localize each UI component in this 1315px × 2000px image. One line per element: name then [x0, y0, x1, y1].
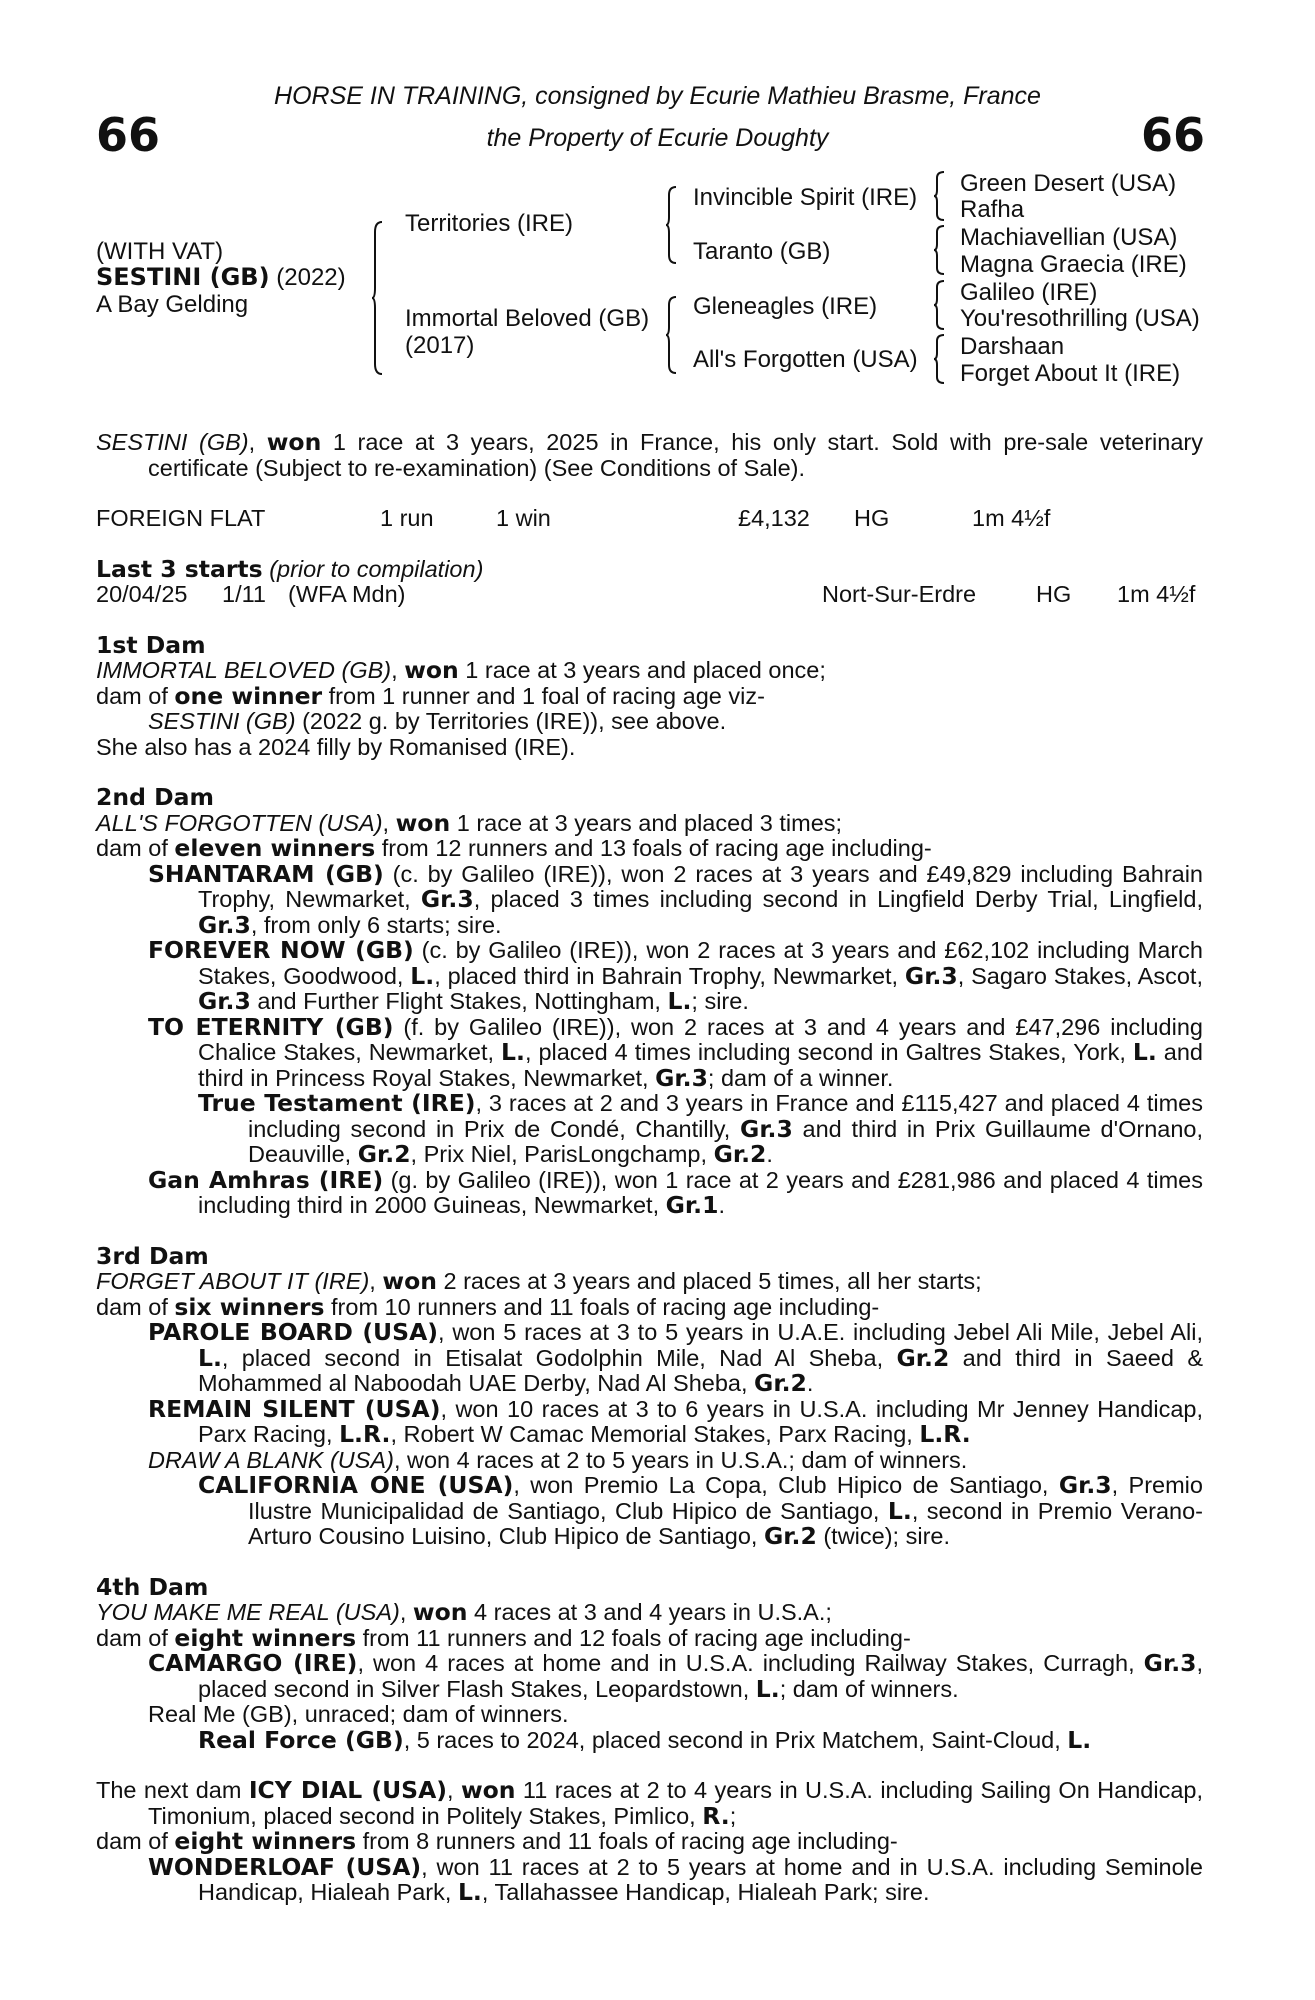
race-grade: Gr.2 [896, 1343, 950, 1372]
progeny-text: , Sagaro Stakes, Ascot, [957, 962, 1203, 989]
progeny-text: and third in Princess Royal Stakes, Newmarket, [198, 1039, 1203, 1091]
last-starts-note: (prior to compilation) [269, 555, 484, 582]
race-grade: Gr.3 [740, 1114, 793, 1143]
progeny-forever-now [96, 938, 1203, 1015]
dam1-progeny-text: (2022 g. by Territories (IRE)), see above. [295, 708, 727, 734]
dam4-runners: from 11 runners and 12 foals of racing age including- [356, 1624, 911, 1651]
progeny-text: , Prix Niel, ParisLongchamp, [410, 1141, 714, 1167]
progeny-true-testament [96, 1091, 1203, 1168]
dam3-dam-of: dam of [96, 1293, 175, 1320]
progeny-text: , placed 3 times including second in Lingfield Derby Trial, Lingfield, [473, 886, 1203, 912]
race-grade: Gr.2 [764, 1522, 817, 1550]
progeny-california-one [96, 1473, 1203, 1550]
dam1-sep: , [391, 657, 405, 683]
vat-label: (WITH VAT) [96, 238, 224, 265]
race-grade: L.R. [339, 1420, 391, 1448]
race-grade: L. [887, 1496, 912, 1525]
catalogue-body [96, 430, 1203, 1906]
record-row [96, 506, 1203, 532]
progeny-text: ; dam of a winner. [707, 1064, 894, 1091]
horse-description: A Bay Gelding [96, 291, 249, 318]
dam4-sep: , [399, 1599, 413, 1625]
intro-paragraph: SESTINI (GB), won 1 race at 3 years, 2025 in France, his only start. Sold with pre-sale veterinary certificate (Subject to re-examination) (See Conditions of Sale). [96, 428, 1203, 481]
progeny-draw-a-blank [96, 1448, 1203, 1474]
progeny-text: and third in Saeed & Mohammed al Naboodah UAE Derby, Nad Al Sheba, [198, 1344, 1203, 1396]
race-grade: L.R. [919, 1420, 971, 1448]
dam2-runners: from 12 runners and 13 foals of racing age including- [375, 835, 932, 861]
progeny-real-force [96, 1725, 1203, 1754]
pedigree-sire-dam: Taranto (GB) [693, 238, 831, 265]
next-dam-sep: , [447, 1777, 461, 1803]
progeny-text: , second in Premio Verano- Arturo Cousino Luisino, Club Hipico de Santiago, [248, 1497, 1203, 1549]
dam4-name: YOU MAKE ME REAL (USA) [96, 1599, 400, 1625]
progeny-name: WONDERLOAF (USA) [148, 1852, 422, 1881]
progeny-text: , won 4 races at 2 to 5 years in U.S.A.; dam of winners. [393, 1446, 968, 1473]
next-dam-text: 11 races at 2 to 4 years in U.S.A. including Sailing On Handicap, Timonium, placed second in Politely Stakes, Pimlico, [148, 1777, 1203, 1829]
race-grade: Gr.2 [357, 1140, 411, 1168]
dam3-line2 [96, 1292, 1203, 1321]
next-dam-runners: from 8 runners and 11 foals of racing age including- [356, 1828, 898, 1854]
race-grade: L. [198, 1343, 222, 1372]
dam3-line1 [96, 1269, 1203, 1295]
record-distance: 1m 4½f [972, 505, 1051, 531]
intro-horse-name: SESTINI (GB) [96, 429, 249, 455]
progeny-name: Gan Amhras (IRE) [148, 1165, 384, 1194]
progeny-gan-amhras [96, 1165, 1203, 1219]
record-earnings: £4,132 [738, 505, 810, 531]
race-grade: Gr.3 [198, 987, 251, 1015]
progeny-text: , placed second in Silver Flash Stakes, Leopardstown, [198, 1650, 1204, 1702]
progeny-text: , placed 4 times including second in Galtres Stakes, York, [524, 1039, 1133, 1065]
dam1-winners: one winner [174, 681, 323, 710]
race-grade: L. [667, 987, 692, 1015]
progeny-to-eternity [96, 1012, 1203, 1092]
dam3-winners: six winners [174, 1292, 325, 1321]
intro-text: 1 race at 3 years, 2025 in France, his only start. Sold with pre-sale veterinary certificate (Subject to re-examination) (See Conditions of Sale). [148, 429, 1203, 481]
next-dam-line2 [96, 1829, 1203, 1855]
dam1-line4: She also has a 2024 filly by Romanised (IRE). [96, 733, 576, 760]
pedigree-g7: Darshaan [960, 333, 1065, 360]
progeny-text: , won 11 races at 2 to 5 years at home and in U.S.A. including Seminole Handicap, Hialeah Park, [198, 1853, 1203, 1905]
bracket-g3 [934, 281, 946, 329]
horse-title [96, 264, 346, 291]
race-grade: Gr.1 [665, 1191, 719, 1219]
dam3-won: won [382, 1267, 437, 1295]
progeny-name: SHANTARAM (GB) [148, 859, 384, 888]
progeny-text: , won 4 races at home and in U.S.A. including Railway Stakes, Curragh, [357, 1650, 1144, 1676]
progeny-text: , won 5 races at 3 to 5 years in U.A.E. including Jebel Ali Mile, Jebel Ali, [438, 1319, 1203, 1345]
dam1-line1 [96, 658, 1203, 684]
record-wins: 1 win [496, 505, 551, 531]
consignor-line: HORSE IN TRAINING, consigned by Ecurie Mathieu Brasme, France [274, 82, 1041, 110]
pedigree-dam-dam: All's Forgotten (USA) [693, 346, 918, 373]
dam1-line2 [96, 681, 1203, 710]
pedigree-g3: Machiavellian (USA) [960, 224, 1178, 251]
pedigree-g6: You'resothrilling (USA) [960, 305, 1200, 332]
progeny-name: CAMARGO (IRE) [148, 1649, 358, 1677]
next-dam-intro: The next dam [96, 1777, 249, 1803]
dam3-sep: , [369, 1268, 383, 1294]
start-position: 1/11 [222, 581, 266, 607]
dam4-dam-of: dam of [96, 1624, 175, 1651]
race-grade: L. [755, 1674, 780, 1703]
dam4-heading: 4th Dam [96, 1572, 209, 1601]
progeny-text: , won Premio La Copa, Club Hipico de Santiago, [513, 1472, 1059, 1498]
dam2-dam-of: dam of [96, 835, 175, 861]
progeny-text: , Premio Ilustre Municipalidad de Santiago, Club Hipico de Santiago, [248, 1472, 1203, 1524]
progeny-name: TO ETERNITY (GB) [148, 1012, 394, 1041]
intro-won: won [266, 428, 322, 456]
dam1-heading: 1st Dam [96, 630, 206, 659]
dam2-name: ALL'S FORGOTTEN (USA) [96, 809, 383, 836]
race-grade: L. [501, 1038, 525, 1066]
progeny-text: and Further Flight Stakes, Nottingham, [250, 988, 668, 1014]
lot-number-right: 66 [1140, 108, 1205, 162]
race-grade: L. [1067, 1725, 1092, 1754]
dam2-text: 1 race at 3 years and placed 3 times; [450, 809, 843, 836]
race-grade: Gr.3 [904, 961, 958, 990]
race-grade: L. [457, 1878, 482, 1906]
race-grade: Gr.3 [655, 1063, 708, 1092]
race-grade: R. [702, 1801, 730, 1830]
bracket-g2 [934, 226, 946, 274]
progeny-name: DRAW A BLANK (USA) [148, 1446, 394, 1473]
dam2-sep: , [382, 809, 396, 836]
dam1-progeny [96, 709, 1203, 735]
progeny-text: (g. by Galileo (IRE)), won 1 race at 2 years and £281,986 and placed 4 times including third in 2000 Guineas, Newmarket, [198, 1166, 1203, 1218]
dam3-name: FORGET ABOUT IT (IRE) [96, 1268, 370, 1294]
record-going: HG [854, 505, 890, 531]
race-grade: L. [1132, 1038, 1157, 1066]
next-dam-won: won [460, 1776, 516, 1804]
pedigree-g5: Galileo (IRE) [960, 279, 1098, 306]
progeny-name: True Testament (IRE) [198, 1089, 476, 1117]
pedigree-g8: Forget About It (IRE) [960, 360, 1181, 387]
property-line: the Property of Ecurie Doughty [486, 124, 829, 152]
horse-year: (2022) [276, 264, 346, 291]
last-starts-heading [96, 554, 1203, 583]
start-race: (WFA Mdn) [288, 581, 406, 607]
dam4-winners: eight winners [174, 1623, 357, 1652]
last-start-row [96, 582, 1203, 608]
progeny-real-me: Real Me (GB), unraced; dam of winners. [148, 1701, 569, 1727]
start-distance: 1m 4½f [1117, 581, 1196, 607]
dam2-winners: eleven winners [174, 834, 376, 862]
pedigree-g4: Magna Graecia (IRE) [960, 251, 1187, 278]
dam2-won: won [395, 808, 451, 837]
progeny-text: , placed second in Etisalat Godolphin Mile, Nad Al Sheba, [221, 1344, 897, 1371]
horse-name: SESTINI (GB) [96, 263, 270, 291]
pedigree-dam-sire: Gleneagles (IRE) [693, 293, 878, 320]
dam4-text: 4 races at 3 and 4 years in U.S.A.; [467, 1599, 832, 1625]
progeny-parole-board [96, 1320, 1203, 1397]
dam4-line2 [96, 1623, 1203, 1652]
bracket-g1 [934, 172, 946, 220]
dam1-dam-of: dam of [96, 682, 175, 709]
bracket-horse [372, 222, 384, 374]
race-grade: Gr.3 [1143, 1649, 1197, 1677]
race-grade: Gr.3 [198, 910, 251, 939]
progeny-text: (f. by Galileo (IRE)), won 2 races at 3 and 4 years and £47,296 including Chalice Stakes, Newmarket, [198, 1013, 1203, 1065]
start-date: 20/04/25 [96, 581, 188, 607]
dam1-name: IMMORTAL BELOVED (GB) [96, 657, 392, 683]
pedigree-g2: Rafha [960, 196, 1025, 223]
progeny-text: , 3 races at 2 and 3 years in France and £115,427 and placed 4 times including second in Prix de Condé, Chantilly, [248, 1090, 1203, 1142]
progeny-name: Real Force (GB) [198, 1725, 404, 1754]
dam2-line1 [96, 808, 1203, 837]
race-grade: Gr.3 [420, 885, 474, 913]
progeny-text: and third in Prix Guillaume d'Ornano, Deauville, [248, 1115, 1203, 1167]
start-going: HG [1036, 581, 1072, 607]
progeny-name: REMAIN SILENT (USA) [148, 1394, 441, 1423]
bracket-sire [666, 187, 678, 263]
progeny-text: , won 10 races at 3 to 6 years in U.S.A. including Mr Jenney Handicap, Parx Racing, [198, 1395, 1203, 1447]
progeny-wonderloaf [96, 1852, 1203, 1906]
pedigree-sire: Territories (IRE) [405, 210, 574, 237]
progeny-text: . [718, 1192, 725, 1218]
pedigree-dam-year: (2017) [405, 332, 475, 359]
dam1-progeny-name: SESTINI (GB) [148, 708, 296, 734]
progeny-shantaram [96, 859, 1204, 939]
progeny-text: , Tallahassee Handicap, Hialeah Park; sire. [481, 1879, 930, 1905]
progeny-text: , 5 races to 2024, placed second in Prix Matchem, Saint-Cloud, [403, 1726, 1068, 1753]
progeny-text: (c. by Galileo (IRE)), won 2 races at 3 years and £62,102 including March Stakes, Goodwood, [198, 937, 1203, 989]
next-dam-winners: eight winners [174, 1827, 357, 1855]
race-grade: Gr.2 [713, 1140, 767, 1168]
dam1-won: won [404, 656, 459, 684]
start-course: Nort-Sur-Erdre [822, 581, 977, 607]
record-label: FOREIGN FLAT [96, 505, 266, 531]
progeny-text: . [766, 1141, 773, 1167]
dam2-heading: 2nd Dam [96, 783, 214, 811]
progeny-text: , from only 6 starts; sire. [250, 911, 502, 938]
dam4-line1 [96, 1600, 1203, 1626]
pedigree-g1: Green Desert (USA) [960, 170, 1177, 197]
progeny-text: , placed third in Bahrain Trophy, Newmarket, [434, 962, 905, 989]
progeny-camargo [96, 1651, 1203, 1702]
dam3-runners: from 10 runners and 11 foals of racing age including- [324, 1293, 880, 1320]
dam3-heading: 3rd Dam [96, 1241, 209, 1270]
progeny-text: . [806, 1370, 814, 1396]
progeny-text: (c. by Galileo (IRE)), won 2 races at 3 years and £49,829 including Bahrain Trophy, Newmarket, [198, 860, 1204, 912]
progeny-name: PAROLE BOARD (USA) [148, 1318, 438, 1346]
next-dam-text: ; [729, 1802, 737, 1829]
race-grade: L. [410, 961, 435, 990]
lot-number-left: 66 [96, 108, 161, 162]
bracket-g4 [934, 335, 946, 383]
next-dam-line1 [96, 1778, 1203, 1829]
next-dam-name: ICY DIAL (USA) [248, 1776, 447, 1804]
progeny-name: FOREVER NOW (GB) [148, 936, 414, 964]
pedigree-sire-sire: Invincible Spirit (IRE) [693, 184, 918, 211]
progeny-text: ; dam of winners. [779, 1675, 959, 1702]
progeny-text: (twice); sire. [816, 1523, 950, 1549]
dam1-text: 1 race at 3 years and placed once; [458, 657, 826, 683]
dam4-won: won [412, 1598, 468, 1626]
last-starts-title: Last 3 starts [96, 554, 263, 583]
race-grade: Gr.2 [754, 1369, 807, 1397]
next-dam-dam-of: dam of [96, 1828, 175, 1854]
race-grade: Gr.3 [1058, 1471, 1112, 1499]
bracket-dam [666, 297, 678, 373]
pedigree-dam: Immortal Beloved (GB) [405, 305, 650, 332]
record-runs: 1 run [380, 505, 434, 531]
progeny-remain-silent [96, 1394, 1203, 1448]
progeny-text: , Robert W Camac Memorial Stakes, Parx Racing, [390, 1421, 920, 1447]
dam2-line2 [96, 836, 1203, 862]
progeny-name: CALIFORNIA ONE (USA) [198, 1471, 514, 1499]
dam1-runners: from 1 runner and 1 foal of racing age viz- [322, 682, 765, 709]
dam3-text: 2 races at 3 years and placed 5 times, all her starts; [436, 1268, 982, 1294]
progeny-text: ; sire. [691, 988, 749, 1014]
